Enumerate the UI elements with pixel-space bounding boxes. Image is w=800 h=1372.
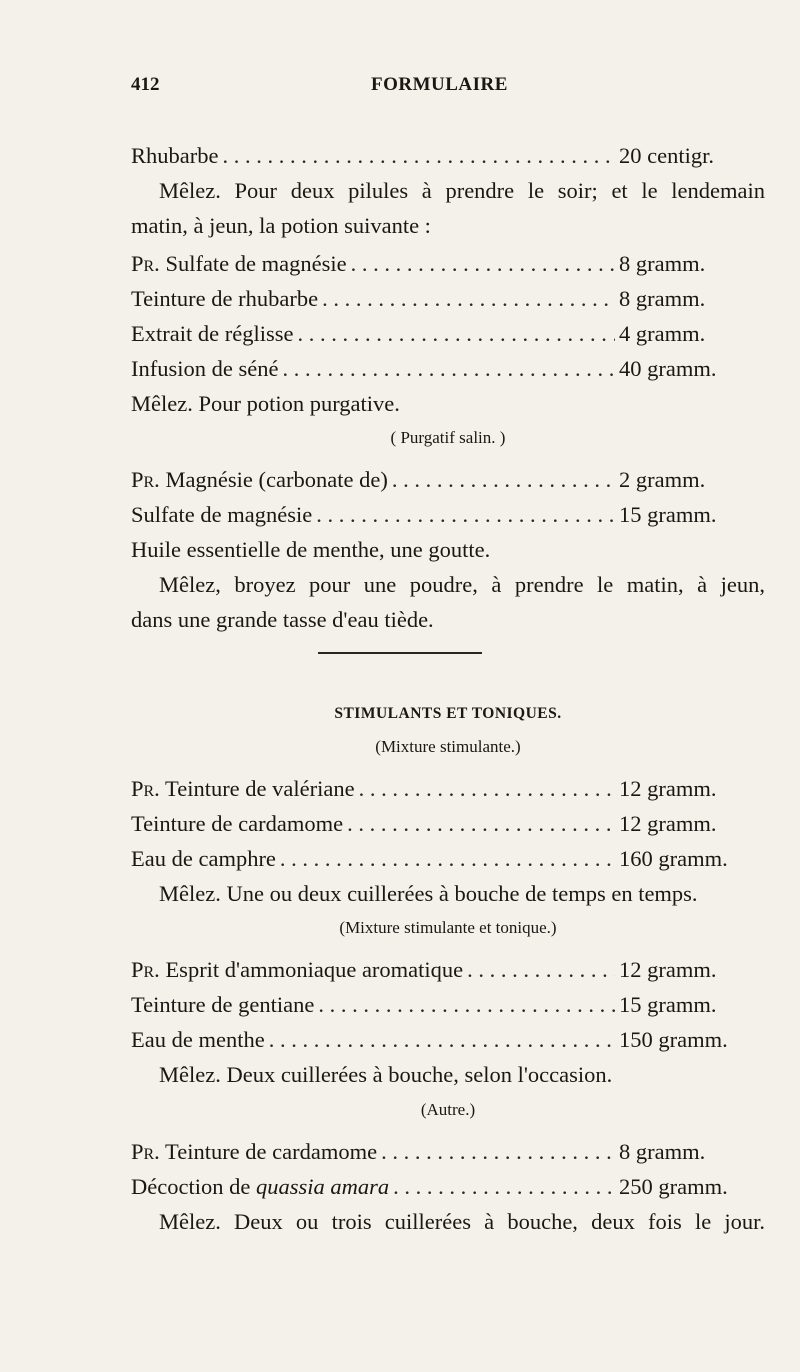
instruction-line: Mêlez. Deux cuillerées à bouche, selon l'occasion. xyxy=(159,1062,613,1087)
ingredient-row: Teinture de rhubarbe . . . 8 gramm. xyxy=(131,281,765,316)
instruction-line: Mêlez. Une ou deux cuillerées à bouche de temps en temps. xyxy=(159,881,698,906)
pr-label: Pr. xyxy=(131,467,160,492)
ingredient-row: Pr. Magnésie (carbonate de) . . . 2 gramm. xyxy=(131,462,765,497)
potion-purgative-block xyxy=(131,246,765,421)
instruction-line: Mêlez. Pour potion purgative. xyxy=(131,391,400,416)
page-header xyxy=(131,74,765,114)
pr-label: Pr. xyxy=(131,776,160,801)
ingredient-row: Infusion de séné . . . 40 gramm. xyxy=(131,351,765,386)
section-heading: STIMULANTS ET TONIQUES. xyxy=(334,705,562,722)
section-divider xyxy=(318,652,482,654)
ingredient-row: Sulfate de magnésie . . . 15 gramm. xyxy=(131,497,765,532)
ingredient-row: Extrait de réglisse . . . 4 gramm. xyxy=(131,316,765,351)
instruction-line: dans une grande tasse d'eau tiède. xyxy=(131,607,434,632)
ingredient-row: Rhubarbe . . . 20 centigr. xyxy=(131,138,765,173)
purgatif-salin-block xyxy=(131,462,765,637)
instruction-line: Mêlez. Pour deux pilules à prendre le soir; et le lendemain xyxy=(159,178,765,203)
autre-block xyxy=(131,1134,765,1239)
ingredient-row: Pr. Sulfate de magnésie . . . 8 gramm. xyxy=(131,246,765,281)
mixture-stimulante-block xyxy=(131,771,765,911)
instruction-line: Mêlez. Deux ou trois cuillerées à bouche, deux fois le jour. xyxy=(159,1209,765,1234)
mixture-tonique-block xyxy=(131,952,765,1092)
page-number: 412 xyxy=(131,74,160,95)
ingredient-row: Pr. Esprit d'ammoniaque aromatique . . . 12 gramm. xyxy=(131,952,765,987)
ingredient-row: Pr. Teinture de cardamome . . . 8 gramm. xyxy=(131,1134,765,1169)
recipe-subtitle: ( Purgatif salin. ) xyxy=(390,428,506,447)
ingredient-row: Eau de camphre . . . 160 gramm. xyxy=(131,841,765,876)
ingredient-row: Teinture de cardamome . . . 12 gramm. xyxy=(131,806,765,841)
recipe-subtitle: (Mixture stimulante.) xyxy=(375,737,521,756)
ingredient-row: Pr. Teinture de valériane . . . 12 gramm. xyxy=(131,771,765,806)
recipe-subtitle: (Mixture stimulante et tonique.) xyxy=(339,918,557,937)
instruction-line: Huile essentielle de menthe, une goutte. xyxy=(131,537,491,562)
ingredient-row: Décoction de quassia amara . . . 250 gramm. xyxy=(131,1169,765,1204)
instruction-line: Mêlez, broyez pour une poudre, à prendre le matin, à jeun, xyxy=(159,572,765,597)
pr-label: Pr. xyxy=(131,251,160,276)
pr-label: Pr. xyxy=(131,1139,160,1164)
recipe-subtitle: (Autre.) xyxy=(420,1100,476,1119)
ingredient-row: Eau de menthe . . . 150 gramm. xyxy=(131,1022,765,1057)
pr-label: Pr. xyxy=(131,957,160,982)
rhubarbe-block xyxy=(131,138,765,243)
ingredient-row: Teinture de gentiane . . . 15 gramm. xyxy=(131,987,765,1022)
instruction-line: matin, à jeun, la potion suivante : xyxy=(131,213,431,238)
running-title: FORMULAIRE xyxy=(371,74,508,95)
